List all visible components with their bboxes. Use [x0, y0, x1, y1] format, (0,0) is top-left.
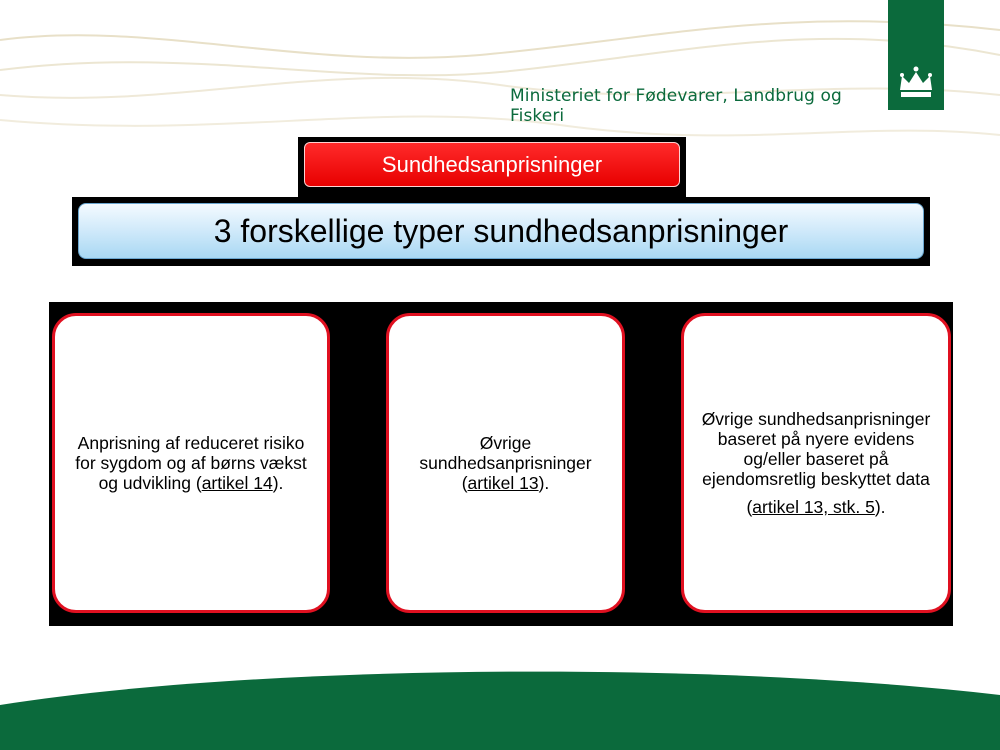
article-13-stk-5-link[interactable]: artikel 13, stk. 5	[752, 497, 875, 517]
card-ref-after: ).	[874, 497, 886, 517]
card-ref-before: (	[746, 497, 753, 517]
card-text	[69, 433, 313, 493]
card-reference	[746, 497, 885, 517]
claim-card-article-13-5	[681, 313, 951, 613]
card-text-after: ).	[538, 473, 550, 493]
crown-icon	[896, 64, 936, 104]
article-13-link[interactable]: artikel 13	[467, 473, 539, 493]
slide-subtitle: 3 forskellige typer sundhedsanprisninger	[78, 203, 924, 259]
cards-container	[49, 302, 953, 626]
article-14-link[interactable]: artikel 14	[201, 473, 273, 493]
card-text	[403, 433, 608, 493]
bottom-green-band	[0, 660, 1000, 750]
card-text: Øvrige sundhedsanprisninger baseret på nyere evidens og/eller baseret på ejendomsretlig beskyttet data	[701, 409, 931, 489]
ministry-name: Ministeriet for Fødevarer, Landbrug og Fiskeri	[510, 86, 842, 126]
claim-card-article-13	[386, 313, 625, 613]
card-text-before: Øvrige sundhedsanprisninger (	[419, 433, 592, 493]
logo-block	[888, 0, 944, 110]
card-text-after: ).	[272, 473, 284, 493]
decorative-wave-lines	[0, 0, 1000, 160]
title-frame	[298, 137, 686, 197]
subtitle-frame	[72, 197, 930, 266]
slide-title: Sundhedsanprisninger	[304, 142, 680, 187]
card-text-before: Anprisning af reduceret risiko for sygdom og af børns vækst og udvikling (	[75, 433, 307, 493]
claim-card-article-14	[52, 313, 330, 613]
